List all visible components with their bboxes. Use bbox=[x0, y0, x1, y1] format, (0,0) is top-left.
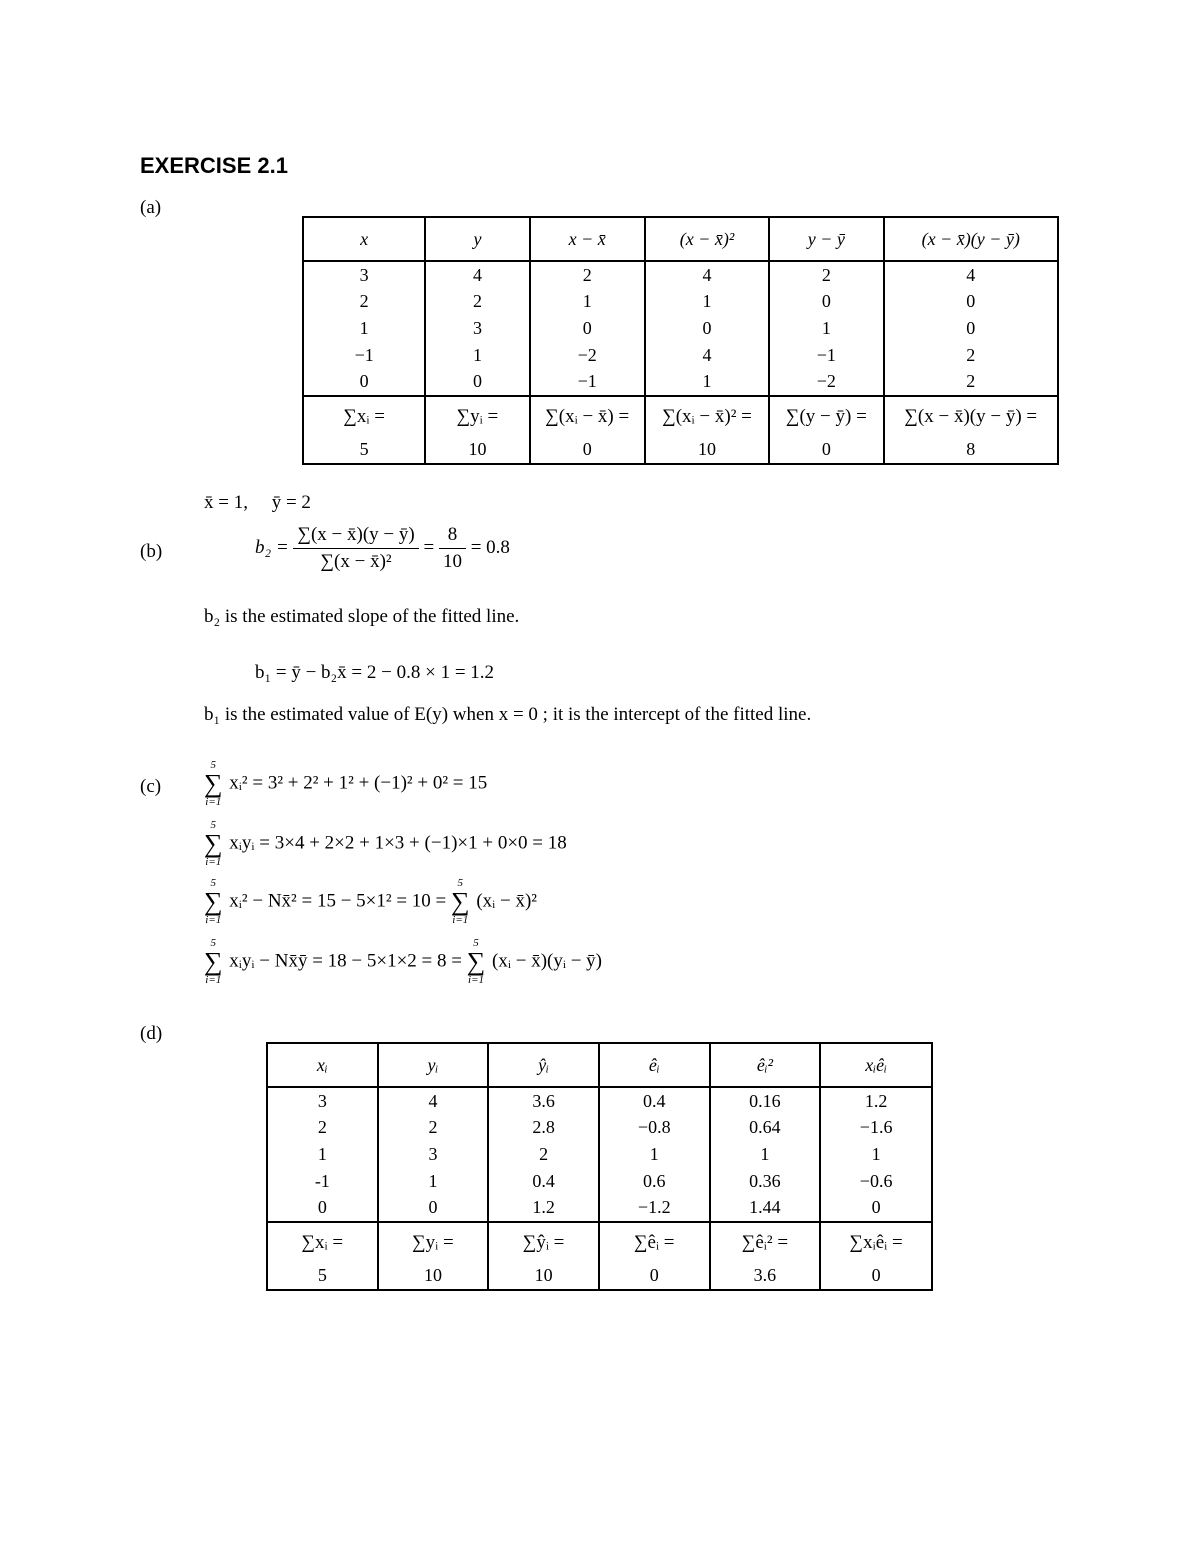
b2-numerator: ∑(x − x̄)(y − ȳ) bbox=[293, 524, 418, 549]
sum-value: 10 bbox=[378, 1263, 489, 1290]
sum-value: 0 bbox=[820, 1263, 932, 1290]
table-cell: 3.6 bbox=[488, 1087, 599, 1115]
table-cell: 2 bbox=[488, 1141, 599, 1168]
b2-denominator: ∑(x − x̄)² bbox=[320, 551, 392, 572]
sum-value: 10 bbox=[645, 437, 769, 464]
table-cell: 0.64 bbox=[710, 1115, 821, 1142]
table-cell: 3 bbox=[267, 1087, 378, 1115]
sum-value: 8 bbox=[884, 437, 1059, 464]
table-row bbox=[303, 289, 1058, 316]
table-cell: 4 bbox=[425, 261, 529, 289]
table-cell: 1 bbox=[820, 1141, 932, 1168]
sum-label: ∑xᵢ = bbox=[303, 396, 425, 437]
table-cell: 2 bbox=[303, 289, 425, 316]
table-row bbox=[267, 1194, 932, 1222]
b2-denominator-value: 10 bbox=[442, 551, 462, 572]
b1-equation: b₁ = ȳ − b₂x̄ = 2 − 0.8 × 1 = 1.2 bbox=[255, 662, 495, 683]
table-cell: −1.6 bbox=[820, 1115, 932, 1142]
table-cell: −1 bbox=[530, 368, 645, 396]
table-cell: 1 bbox=[267, 1141, 378, 1168]
table-cell: 4 bbox=[884, 261, 1059, 289]
table-cell: 1 bbox=[710, 1141, 821, 1168]
table-cell: 1 bbox=[530, 289, 645, 316]
part-a-label: (a) bbox=[140, 197, 162, 218]
table-cell: 0 bbox=[378, 1194, 489, 1222]
column-header: êᵢ bbox=[599, 1043, 710, 1087]
table-cell: 0 bbox=[884, 315, 1059, 342]
sum-label: ∑(x − x̄)(y − ȳ) = bbox=[884, 396, 1059, 437]
c-line-4-text: xᵢyᵢ − Nx̄ȳ = 18 − 5×1×2 = 8 = bbox=[229, 950, 462, 972]
part-a-table bbox=[302, 216, 1059, 465]
table-cell: 1 bbox=[378, 1168, 489, 1195]
summation-sign: 5 ∑ i=1 bbox=[204, 877, 223, 926]
table-cell: 2 bbox=[884, 342, 1059, 369]
summation-sign: 5 ∑ i=1 bbox=[204, 937, 223, 986]
c-line-4-rhs: (xᵢ − x̄)(yᵢ − ȳ) bbox=[492, 950, 603, 972]
b2-result: = 0.8 bbox=[470, 536, 510, 558]
column-header: (x − x̄)² bbox=[645, 217, 769, 261]
table-cell: 0 bbox=[884, 289, 1059, 316]
table-cell: −1 bbox=[303, 342, 425, 369]
table-cell: 2 bbox=[769, 261, 883, 289]
column-header: (x − x̄)(y − ȳ) bbox=[884, 217, 1059, 261]
summation-sign: 5 ∑ i=1 bbox=[204, 759, 223, 808]
table-cell: 0.4 bbox=[599, 1087, 710, 1115]
table-header-row bbox=[267, 1043, 932, 1087]
table-cell: 1.2 bbox=[488, 1194, 599, 1222]
table-cell: 0.36 bbox=[710, 1168, 821, 1195]
table-cell: −1.2 bbox=[599, 1194, 710, 1222]
sum-label: ∑xᵢ = bbox=[267, 1222, 378, 1263]
c-line-3-text: xᵢ² − Nx̄² = 15 − 5×1² = 10 = bbox=[229, 890, 447, 912]
summation-sign: 5 ∑ i=1 bbox=[466, 937, 486, 986]
table-row bbox=[303, 261, 1058, 289]
table-cell: 1 bbox=[599, 1141, 710, 1168]
table-cell: 1.44 bbox=[710, 1194, 821, 1222]
table-cell: 3 bbox=[303, 261, 425, 289]
table-cell: 1 bbox=[645, 368, 769, 396]
table-cell: 3 bbox=[378, 1141, 489, 1168]
table-row bbox=[267, 1141, 932, 1168]
table-row bbox=[303, 368, 1058, 396]
sum-label: ∑(y − ȳ) = bbox=[769, 396, 883, 437]
table-cell: 1 bbox=[425, 342, 529, 369]
column-header: y − ȳ bbox=[769, 217, 883, 261]
c-line-1-text: xᵢ² = 3² + 2² + 1² + (−1)² + 0² = 15 bbox=[229, 772, 488, 794]
sum-value: 5 bbox=[303, 437, 425, 464]
b2-equation: b₂ = $\frac{\sum(x - x̄)(y - ȳ)}{\text{∑(x − x̄)²}}$ = $\frac{8}{10}$ = 0.8 bbox=[255, 524, 510, 572]
sum-value: 0 bbox=[599, 1263, 710, 1290]
sum-value: 3.6 bbox=[710, 1263, 821, 1290]
b2-interpretation: b₂ is the estimated slope of the fitted line. bbox=[204, 606, 520, 627]
part-b-label: (b) bbox=[140, 541, 163, 562]
b2-lhs: b₂ = bbox=[255, 536, 289, 558]
b1-interpretation: b₁ is the estimated value of E(y) when x = 0 ; it is the intercept of the fitted line. bbox=[204, 704, 812, 725]
column-header: yᵢ bbox=[378, 1043, 489, 1087]
table-cell: −0.8 bbox=[599, 1115, 710, 1142]
table-cell: 2 bbox=[530, 261, 645, 289]
column-header: xᵢ bbox=[267, 1043, 378, 1087]
table-cell: 0.4 bbox=[488, 1168, 599, 1195]
sum-label: ∑ŷᵢ = bbox=[488, 1222, 599, 1263]
sum-value: 10 bbox=[488, 1263, 599, 1290]
part-d-table bbox=[266, 1042, 933, 1291]
sum-label: ∑(xᵢ − x̄) = bbox=[530, 396, 645, 437]
table-cell: 4 bbox=[645, 261, 769, 289]
table-cell: −0.6 bbox=[820, 1168, 932, 1195]
summation-sign: 5 ∑ i=1 bbox=[451, 877, 470, 926]
table-cell: 0.6 bbox=[599, 1168, 710, 1195]
sum-value: 5 bbox=[267, 1263, 378, 1290]
sum-label-row bbox=[303, 396, 1058, 437]
means-line: x̄ = 1, ȳ = 2 bbox=[204, 492, 311, 513]
table-cell: −2 bbox=[769, 368, 883, 396]
sum-value-row bbox=[303, 437, 1058, 464]
sum-value: 0 bbox=[530, 437, 645, 464]
table-cell: 2 bbox=[378, 1115, 489, 1142]
sum-label: ∑xᵢêᵢ = bbox=[820, 1222, 932, 1263]
table-row bbox=[267, 1115, 932, 1142]
table-cell: 0.16 bbox=[710, 1087, 821, 1115]
column-header: xᵢêᵢ bbox=[820, 1043, 932, 1087]
table-cell: 1 bbox=[303, 315, 425, 342]
b2-value-fraction bbox=[439, 524, 466, 573]
table-cell: 0 bbox=[425, 368, 529, 396]
table-cell: 1 bbox=[645, 289, 769, 316]
sum-label-row bbox=[267, 1222, 932, 1263]
table-cell: 2 bbox=[425, 289, 529, 316]
table-row bbox=[303, 315, 1058, 342]
table-cell: 3 bbox=[425, 315, 529, 342]
b2-fraction bbox=[293, 524, 418, 573]
table-row bbox=[303, 342, 1058, 369]
table-cell: 2 bbox=[267, 1115, 378, 1142]
b2-numerator-value: 8 bbox=[439, 524, 466, 549]
summation-sign: 5 ∑ i=1 bbox=[204, 819, 223, 868]
table-cell: 4 bbox=[645, 342, 769, 369]
table-cell: 0 bbox=[769, 289, 883, 316]
table-cell: −1 bbox=[769, 342, 883, 369]
table-cell: 0 bbox=[303, 368, 425, 396]
sum-label: ∑(xᵢ − x̄)² = bbox=[645, 396, 769, 437]
table-cell: 1 bbox=[769, 315, 883, 342]
c-line-3 bbox=[204, 878, 537, 926]
table-header-row bbox=[303, 217, 1058, 261]
table-cell: -1 bbox=[267, 1168, 378, 1195]
column-header: ŷᵢ bbox=[488, 1043, 599, 1087]
table-cell: 1.2 bbox=[820, 1087, 932, 1115]
sum-value: 0 bbox=[769, 437, 883, 464]
part-c-label: (c) bbox=[140, 776, 162, 797]
table-row bbox=[267, 1168, 932, 1195]
sum-label: ∑yᵢ = bbox=[425, 396, 529, 437]
exercise-title: EXERCISE 2.1 bbox=[140, 153, 288, 178]
c-line-4 bbox=[204, 938, 602, 986]
sum-label: ∑êᵢ² = bbox=[710, 1222, 821, 1263]
c-line-1 bbox=[204, 760, 487, 808]
c-line-2-text: xᵢyᵢ = 3×4 + 2×2 + 1×3 + (−1)×1 + 0×0 = 18 bbox=[229, 832, 567, 854]
table-cell: 0 bbox=[530, 315, 645, 342]
sum-label: ∑yᵢ = bbox=[378, 1222, 489, 1263]
sum-label: ∑êᵢ = bbox=[599, 1222, 710, 1263]
column-header: x bbox=[303, 217, 425, 261]
table-cell: 0 bbox=[645, 315, 769, 342]
c-line-2 bbox=[204, 820, 567, 868]
table-cell: 0 bbox=[820, 1194, 932, 1222]
c-line-3-rhs: (xᵢ − x̄)² bbox=[476, 890, 537, 912]
sum-value: 10 bbox=[425, 437, 529, 464]
table-row bbox=[267, 1087, 932, 1115]
part-d-label: (d) bbox=[140, 1023, 163, 1044]
table-cell: 2.8 bbox=[488, 1115, 599, 1142]
table-cell: 0 bbox=[267, 1194, 378, 1222]
table-cell: −2 bbox=[530, 342, 645, 369]
column-header: y bbox=[425, 217, 529, 261]
sum-value-row bbox=[267, 1263, 932, 1290]
column-header: êᵢ² bbox=[710, 1043, 821, 1087]
table-cell: 2 bbox=[884, 368, 1059, 396]
column-header: x − x̄ bbox=[530, 217, 645, 261]
table-cell: 4 bbox=[378, 1087, 489, 1115]
